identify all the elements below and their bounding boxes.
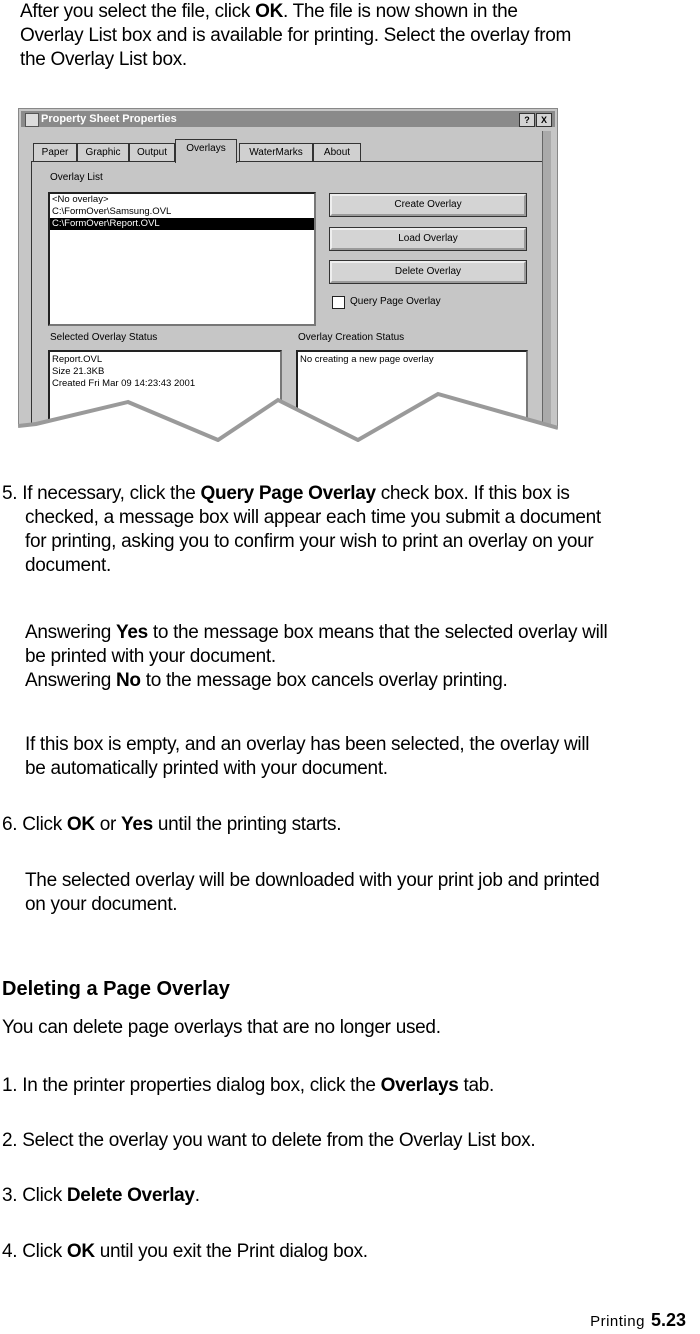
step-text: 4. Click [2,1241,67,1262]
step-6 [2,813,341,837]
answer-no-line [25,669,607,693]
overlays-bold: Overlays [380,1075,459,1096]
step-text: 1. In the printer properties dialog box, click the [2,1075,381,1096]
step-text: Answering [25,622,116,643]
status-line: Report.OVL [52,354,103,365]
intro-line-3: the Overlay List box. [20,49,187,70]
step-6-note-line-2: on your document. [25,894,178,915]
tab-overlays[interactable]: Overlays [175,139,237,163]
step-text: check box. If this box is [375,483,570,504]
tab-about[interactable]: About [313,143,361,161]
page-footer [590,1310,686,1331]
tab-watermarks[interactable]: WaterMarks [239,143,313,161]
creation-status-label: Overlay Creation Status [298,332,405,343]
empty-line-2: be automatically printed with your document. [25,758,388,779]
intro-ok-bold: OK [255,1,283,22]
step-6-line [2,813,341,837]
step-5-line-4: document. [25,555,112,576]
tab-paper[interactable]: Paper [33,143,77,161]
dialog-screenshot [18,108,558,442]
empty-box-paragraph [25,733,589,781]
delete-step-4 [2,1240,368,1264]
answer-yes-line-1 [25,621,607,645]
status-line: Created Fri Mar 09 14:23:43 2001 [52,378,196,389]
step-text: until the printing starts. [152,814,342,835]
list-item-selected[interactable]: C:\FormOver\Report.OVL [50,218,314,230]
no-bold: No [116,670,141,691]
step-5-line-1 [2,482,601,506]
list-item[interactable]: <No overlay> [52,194,109,205]
intro-line-1 [20,0,571,24]
ok-bold: OK [66,1241,95,1262]
step-text: Answering [25,670,116,691]
tab-graphic[interactable]: Graphic [77,143,129,161]
overlay-list-label: Overlay List [50,172,103,183]
section-heading: Deleting a Page Overlay [2,978,230,1000]
step-text: tab. [458,1075,495,1096]
section-intro: You can delete page overlays that are no longer used. [2,1017,441,1038]
torn-edge-decoration [18,108,558,442]
step-5-line-3: for printing, asking you to confirm your wish to print an overlay on your [25,531,594,552]
delete-step-3 [2,1184,200,1208]
step-text: or [94,814,122,835]
step-text: to the message box cancels overlay printing. [140,670,508,691]
step-text: . [194,1185,200,1206]
yes-bold: Yes [121,814,153,835]
list-item[interactable]: C:\FormOver\Samsung.OVL [52,206,172,217]
query-page-overlay-label: Query Page Overlay [350,296,441,307]
intro-text: . The file is now shown in the [283,1,518,22]
status-line: Size 21.3KB [52,366,105,377]
dialog-title: Property Sheet Properties [41,113,177,125]
query-page-overlay-bold: Query Page Overlay [200,483,376,504]
close-button[interactable]: X [536,113,552,127]
yes-bold: Yes [116,622,148,643]
step-5 [2,482,601,578]
step-6-note [25,869,599,917]
step-6-note-line-1: The selected overlay will be downloaded with your print job and printed [25,870,600,891]
ok-bold: OK [66,814,95,835]
create-overlay-button[interactable]: Create Overlay [330,194,526,216]
delete-step-2: 2. Select the overlay you want to delete from the Overlay List box. [2,1130,536,1151]
tab-output[interactable]: Output [129,143,175,161]
answer-yes-paragraph [25,621,607,693]
step-text: 3. Click [2,1185,67,1206]
help-button[interactable]: ? [519,113,535,127]
intro-text: After you select the file, click [20,1,256,22]
step-text: until you exit the Print dialog box. [94,1241,368,1262]
footer-section-name: Printing [590,1313,645,1330]
page-number: 5.23 [650,1310,686,1330]
empty-line-1: If this box is empty, and an overlay has been selected, the overlay will [25,734,590,755]
delete-overlay-button[interactable]: Delete Overlay [330,261,526,283]
intro-paragraph [20,0,571,72]
intro-line-2: Overlay List box and is available for printing. Select the overlay from [20,25,572,46]
step-5-line-2: checked, a message box will appear each time you submit a document [25,507,601,528]
step-text: to the message box means that the selected overlay will [147,622,608,643]
step-text: 5. If necessary, click the [2,483,201,504]
step-text: 6. Click [2,814,67,835]
selected-status-label: Selected Overlay Status [50,332,158,343]
answer-yes-line-2: be printed with your document. [25,646,276,667]
delete-overlay-bold: Delete Overlay [66,1185,195,1206]
delete-step-1 [2,1074,494,1098]
load-overlay-button[interactable]: Load Overlay [330,228,526,250]
status-line: No creating a new page overlay [300,354,434,365]
